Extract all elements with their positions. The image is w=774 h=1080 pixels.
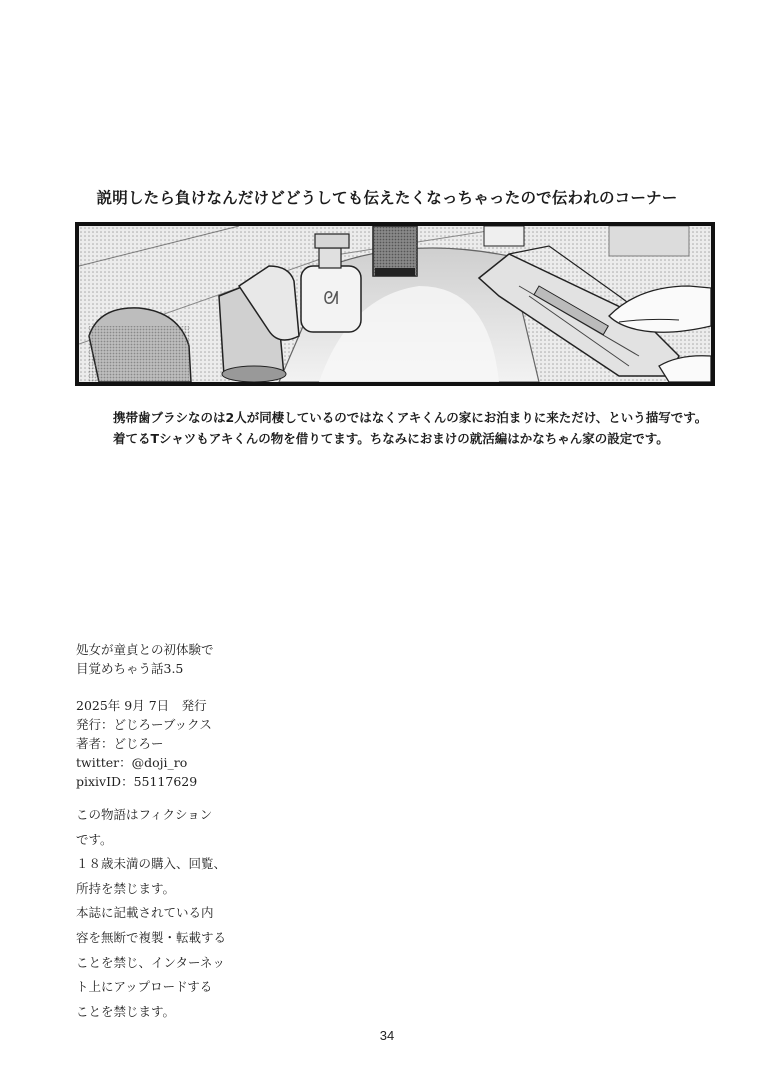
notice-line: です。 xyxy=(76,831,113,847)
notice-line: １８歳未満の購入、回覧、 xyxy=(76,856,227,872)
explanation-caption xyxy=(113,407,713,449)
legal-notice xyxy=(76,803,316,1024)
book-title-line-1: 処女が童貞との初体験で xyxy=(76,642,214,657)
svg-text:ᘛ: ᘛ xyxy=(323,288,339,309)
book-title-line-2: 目覚めちゃう話3.5 xyxy=(76,661,184,676)
caption-line-1: 携帯歯ブラシなのは2人が同棲しているのではなくアキくんの家にお泊まりに来ただけ、という描写です。 xyxy=(113,410,708,425)
page-number: 34 xyxy=(379,1028,395,1043)
notice-line: 所持を禁じます。 xyxy=(76,880,176,896)
colophon xyxy=(76,640,316,791)
page-heading: 説明したら負けなんだけどどうしても伝えたくなっちゃったので伝われのコーナー xyxy=(96,189,678,207)
notice-line: 容を無断で複製・転載する xyxy=(76,929,227,945)
publisher: 発行：どじろーブックス xyxy=(76,717,212,732)
notice-line: 本誌に記載されている内 xyxy=(76,905,214,921)
twitter-handle: twitter：@doji_ro xyxy=(76,755,188,770)
notice-line: この物語はフィクション xyxy=(76,807,213,822)
notice-line: ことを禁じます。 xyxy=(76,1003,176,1019)
publication-date: 2025年 9月 7日 発行 xyxy=(76,698,207,713)
author: 著者：どじろー xyxy=(76,736,164,751)
caption-line-2: 着てるTシャツもアキくんの物を借りてます。ちなみにおまけの就活編はかなちゃん家の設定です。 xyxy=(113,431,669,446)
manga-panel-illustration xyxy=(75,222,715,386)
notice-line: ト上にアップロードする xyxy=(76,979,213,995)
notice-line: ことを禁じ、インターネッ xyxy=(76,954,225,970)
pixiv-id: pixivID：55117629 xyxy=(76,774,198,789)
